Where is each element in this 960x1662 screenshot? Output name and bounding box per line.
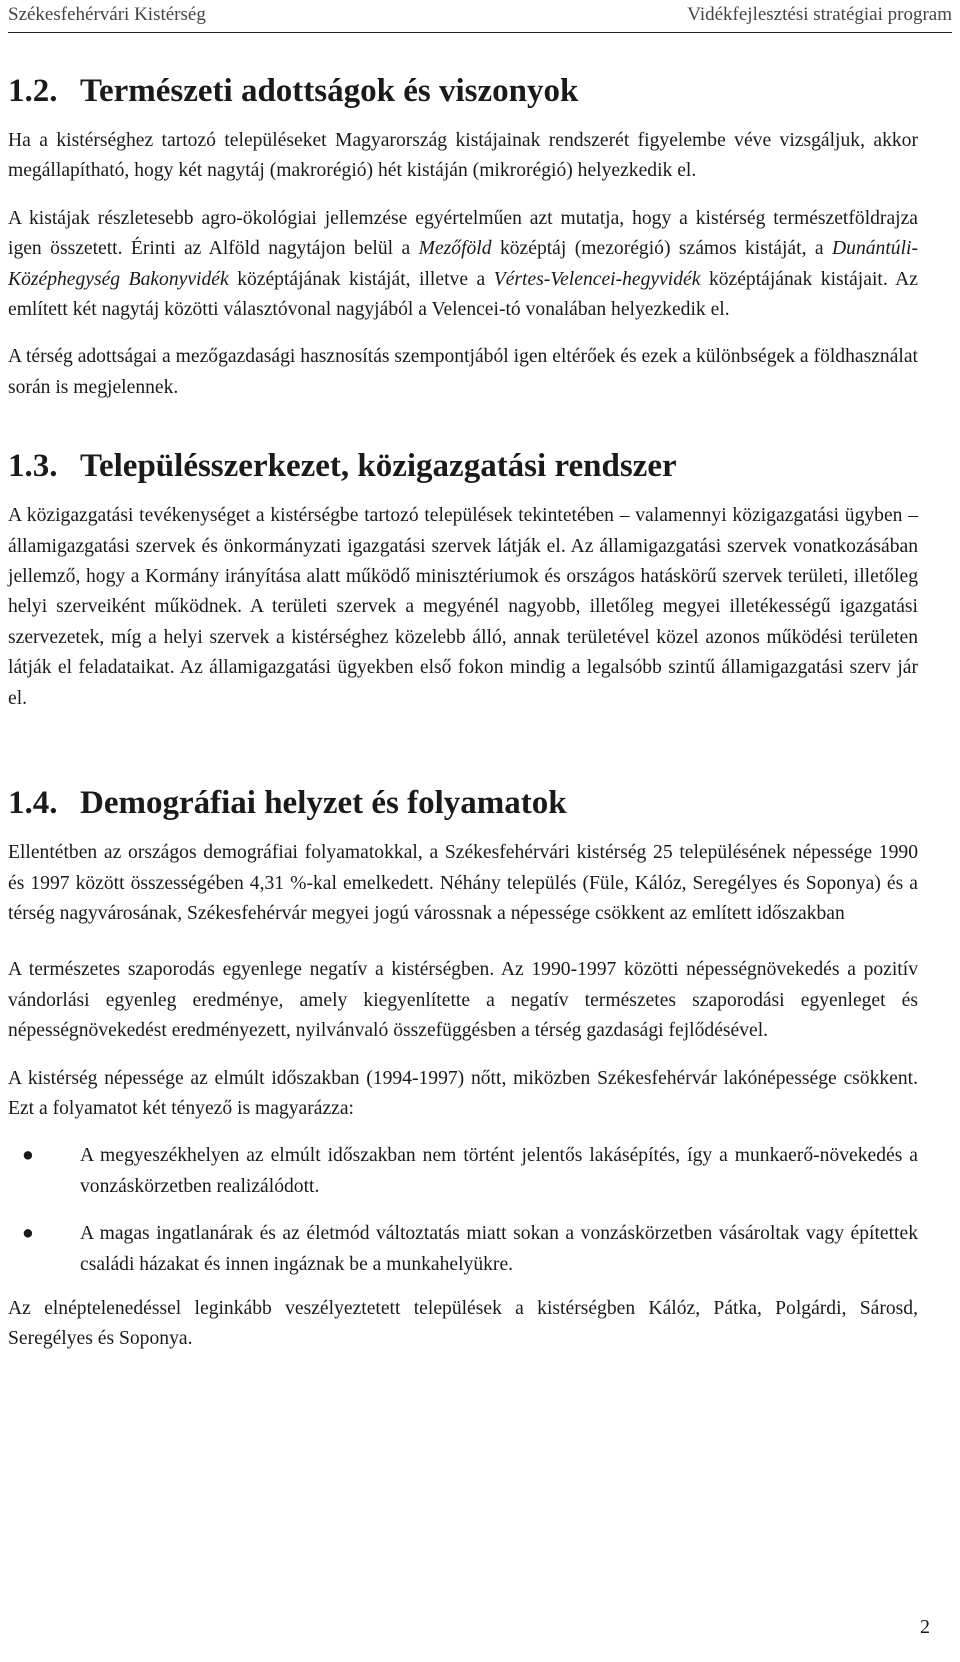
section-number: 1.2.	[8, 73, 58, 109]
section-title: Demográfiai helyzet és folyamatok	[80, 785, 567, 822]
page-number: 2	[920, 1616, 930, 1638]
section-heading-1-4	[8, 782, 918, 824]
list-item: ● A magas ingatlanárak és az életmód változtatás miatt sokan a vonzáskörzetben vásároltak vagy építettek családi házakat és innen ingáznak be a munkahelyükre.	[8, 1219, 918, 1280]
paragraph: Ellentétben az országos demográfiai folyamatokkal, a Székesfehérvári kistérség 25 településének népessége 1990 és 1997 között összességében 4,31 %-kal emelkedett. Néhány település (Füle, Kálóz, Seregélyes és Soponya) és a térség nagyvárosának, Székesfehérvár megyei jogú várossnak a népessége csökkent az említett időszakban	[8, 842, 918, 924]
emphasis-mezofold: Mezőföld	[418, 238, 492, 260]
paragraph: A térség adottságai a mezőgazdasági hasznosítás szempontjából igen eltérőek és ezek a különbségek a földhasználat során is megjelennek.	[8, 346, 918, 398]
section-heading-1-3	[8, 445, 918, 487]
list-item: ● A megyeszékhelyen az elmúlt időszakban nem történt jelentős lakásépítés, így a munkaerő-növekedés a vonzáskörzetben realizálódott.	[8, 1141, 918, 1202]
document-body	[8, 70, 918, 1355]
paragraph: A kistérség népessége az elmúlt időszakban (1994-1997) nőtt, miközben Székesfehérvár lakónépessége csökkent. Ezt a folyamatot két tényező is magyarázza:	[8, 1067, 918, 1119]
bullet-icon: ●	[22, 1223, 34, 1245]
bullet-icon: ●	[22, 1145, 34, 1167]
section-number: 1.3.	[8, 448, 58, 485]
paragraph: Ha a kistérséghez tartozó településeket Magyarország kistájainak rendszerét figyelembe véve vizsgáljuk, akkor megállapítható, hogy két nagytáj (makrorégió) hét kistáján (mikrorégió) helyezkedik el.	[8, 130, 918, 182]
section-heading-1-2	[8, 70, 918, 112]
header-left-title: Székesfehérvári Kistérség	[8, 4, 206, 25]
emphasis-vertes-velencei: Vértes-Velencei-hegyvidék	[493, 268, 701, 290]
paragraph: Az elnéptelenedéssel leginkább veszélyeztetett települések a kistérségben Kálóz, Pátka, Polgárdi, Sárosd, Seregélyes és Soponya.	[8, 1297, 918, 1350]
section-title: Településszerkezet, közigazgatási rendszer	[80, 448, 677, 485]
page-header	[8, 2, 952, 33]
paragraph: A közigazgatási tevékenységet a kistérségbe tartozó települések tekintetében – valamennyi közigazgatási ügyben – államigazgatási szervek és önkormányzati igazgatási szervek látják el. Az államigazgatási szervek vonatkozásában jellemző, hogy a Kormány irányítása alatt működő minisztériumok és országos hatáskörű szervek területi, illetőleg helyi szerveiként működnek. A területi szervek a megyénél nagyobb, illetőleg megyei illetékességű igazgatási szervezetek, míg a helyi szervek a kistérséghez közelebb álló, annak területével közel azonos működési területen látják el feladataikat. Az államigazgatási ügyekben első fokon mindig a legalsóbb szintű államigazgatási szerv jár el.	[8, 505, 918, 709]
bullet-list	[8, 1141, 918, 1280]
section-title: Természeti adottságok és viszonyok	[80, 73, 579, 109]
emphasis-bakonyvidek: Dunántúli-Középhegység Bakonyvidék	[8, 238, 918, 290]
header-right-title: Vidékfejlesztési stratégiai program	[687, 4, 952, 25]
paragraph: A kistájak részletesebb agro-ökológiai jellemzése egyértelműen azt mutatja, hogy a kistérség természetföldrajza igen összetett. Érinti az Alföld nagytájon belül a Mezőföld középtáj (mezorégió) számos kistáját, a Dunántúli-Középhegység Bakonyvidék középtájának kistáját, illetve a Vértes-Velencei-hegyvidék középtájának kistájait. Az említett két nagytáj közötti választóvonal nagyjából a Velencei-tó vonalában helyezkedik el.	[8, 207, 919, 321]
section-number: 1.4.	[8, 785, 58, 822]
paragraph: A természetes szaporodás egyenlege negatív a kistérségben. Az 1990-1997 közötti népességnövekedés a pozitív vándorlási egyenleg eredménye, amely kiegyenlítette a negatív természetes szaporodási egyenleget és népességnövekedést eredményezett, nyilvánvaló összefüggésben a térség gazdasági fejlődésével.	[8, 959, 918, 1042]
